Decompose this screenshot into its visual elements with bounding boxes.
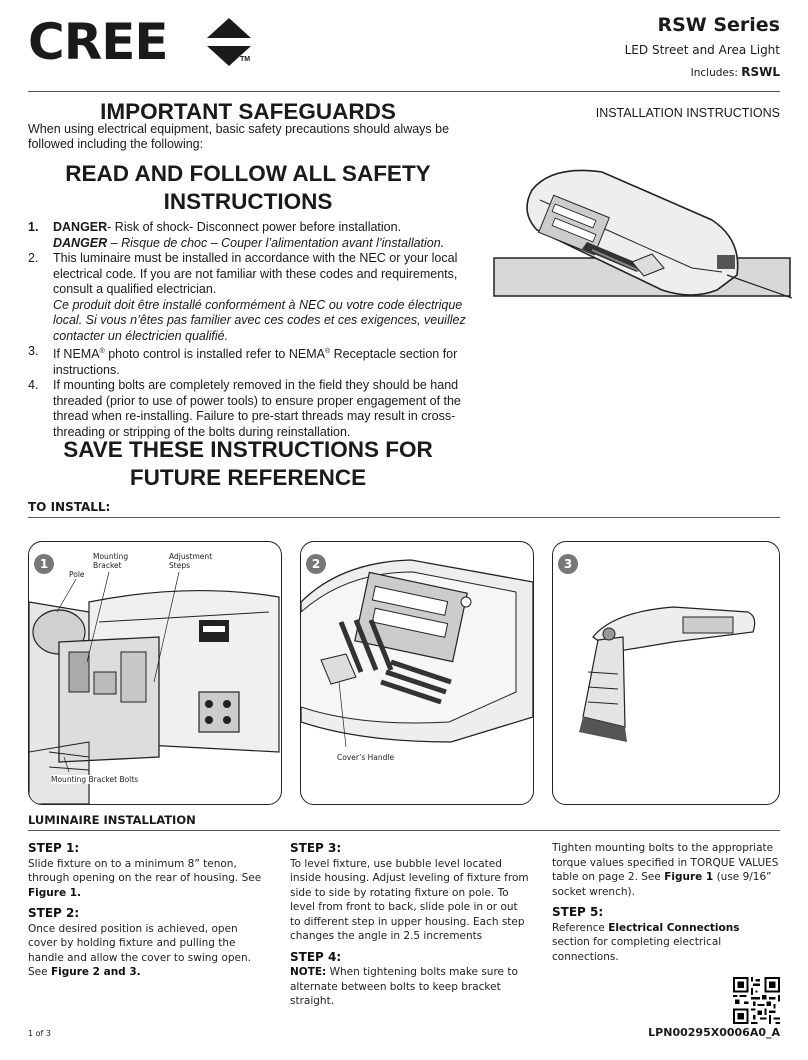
- figure-1: [28, 541, 282, 805]
- page-number: 1 of 3: [28, 1029, 51, 1038]
- label-mounting-bracket: Mounting Bracket: [93, 552, 131, 570]
- step-4-body: When tightening bolts make sure to alternate between bolts to keep bracket straight.: [290, 966, 518, 1007]
- step-4-title: STEP 4:: [290, 949, 342, 964]
- figure-1-drawing: [29, 542, 281, 804]
- steps-column-1: [28, 841, 268, 986]
- registered-mark: ®: [324, 348, 331, 355]
- item-text: photo control is installed refer to NEMA: [104, 347, 325, 362]
- danger-label-fr: DANGER: [53, 235, 108, 250]
- luminaire-installation-heading: LUMINAIRE INSTALLATION: [28, 813, 196, 827]
- item-number: 2.: [28, 251, 39, 265]
- item-number: 1.: [28, 220, 39, 234]
- item-text: If NEMA: [53, 347, 100, 362]
- safeguards-intro: When using electrical equipment, basic safety precautions should always be followed including the following:: [28, 122, 450, 151]
- steps-column-3: [552, 841, 780, 970]
- safety-item-1: [28, 220, 473, 251]
- includes-line: [691, 65, 780, 79]
- step-2-text: [28, 922, 268, 980]
- header-rule: [28, 91, 780, 92]
- includes-model: RSWL: [741, 65, 780, 79]
- step-3-text: To level fixture, use bubble level located inside housing. Adjust leveling of fixture from side to side by rotating fixture on pole. To level from front to back, slide pole in or out to different step in upper housing. Each step changes the angle in 2.5 increments: [290, 857, 529, 942]
- step-2-title: STEP 2:: [28, 906, 80, 920]
- label-adjustment-steps: Adjustment Steps: [169, 552, 219, 570]
- step-3-title: STEP 3:: [290, 841, 342, 855]
- to-install-heading: TO INSTALL:: [28, 500, 111, 514]
- step-2-body: Once desired position is achieved, open cover by holding fixture and pulling the handle and allow the cover to swing open. See: [28, 922, 251, 978]
- figure-3-drawing: [553, 542, 779, 804]
- steps-column-2: [290, 841, 530, 1015]
- step-1-text: [28, 857, 268, 901]
- safety-list: [28, 220, 473, 440]
- important-safeguards-heading: IMPORTANT SAFEGUARDS: [100, 99, 396, 124]
- item-text-fr: Ce produit doit être installé conformément à NEC ou votre code électrique local. Si vous n’êtes pas familier avec ces codes et ces exigences, veuillez contacter un électricien qualifié.: [53, 297, 466, 343]
- installation-instructions-label: INSTALLATION INSTRUCTIONS: [595, 106, 780, 120]
- step-5-text: [552, 921, 780, 965]
- step-5-section-ref: Electrical Connections: [608, 921, 740, 934]
- torque-text: [552, 841, 780, 899]
- item-number: 3.: [28, 344, 39, 358]
- torque-body-end: (use 9/16” socket wrench).: [552, 871, 772, 898]
- save-instructions-heading: SAVE THESE INSTRUCTIONS FOR FUTURE REFERENCE: [63, 437, 433, 490]
- trademark: TM: [240, 56, 251, 63]
- torque-figure-ref: Figure 1: [664, 871, 714, 883]
- figure-number-badge: 2: [306, 554, 326, 574]
- item-text: - Risk of shock- Disconnect power before installation.: [107, 220, 402, 234]
- figure-number-badge: 1: [34, 554, 54, 574]
- safety-item-2: [28, 251, 473, 344]
- series-subtitle: LED Street and Area Light: [624, 43, 780, 57]
- step-2-figure-ref: Figure 2 and 3.: [50, 966, 141, 978]
- label-pole: Pole: [69, 570, 85, 579]
- figure-3: [552, 541, 780, 805]
- luminaire-hero-illustration: [492, 150, 792, 320]
- safety-item-3: [28, 344, 473, 378]
- torque-body: Tighten mounting bolts to the appropriate torque values specified in TORQUE VALUES table on page 2. See: [552, 842, 779, 883]
- registered-mark: ®: [99, 348, 105, 355]
- figure-2-drawing: [301, 542, 533, 804]
- item-text: If mounting bolts are completely removed in the field they should be hand threaded (prior to use of power tools) to ensure proper engagement of the thread when re-installing. Failure to pre-start threads may result in cross-threading or stripping of the bolts during reinstallation.: [53, 378, 461, 439]
- step-1-body: Slide fixture on to a minimum 8” tenon, through opening on the rear of housing. See: [28, 857, 262, 884]
- safety-item-4: [28, 378, 473, 440]
- item-number: 4.: [28, 378, 39, 393]
- qr-code: [733, 977, 780, 1024]
- item-text: Receptacle section for instructions.: [53, 347, 458, 377]
- install-rule: [28, 517, 780, 518]
- label-covers-handle: Cover’s Handle: [337, 753, 395, 762]
- document-code: LPN00295X0006A0_A: [648, 1026, 780, 1039]
- item-text-fr: – Risque de choc – Couper l’alimentation avant l’installation.: [107, 235, 445, 250]
- step-1-title: STEP 1:: [28, 841, 80, 855]
- series-title: RSW Series: [657, 14, 780, 36]
- danger-label: DANGER: [53, 220, 108, 234]
- step-1-figure-ref: Figure 1.: [28, 886, 82, 899]
- step-4-text: [290, 965, 530, 1009]
- item-text: This luminaire must be installed in accordance with the NEC or your local electrical code. If you are not familiar with these codes and requirements, consult a qualified electrician.: [53, 251, 458, 296]
- label-mounting-bracket-bolts: Mounting Bracket Bolts: [51, 775, 139, 784]
- figure-number-badge: 3: [558, 554, 578, 574]
- step-5-title: STEP 5:: [552, 905, 604, 919]
- step-5-body-end: section for completing electrical connections.: [552, 936, 722, 963]
- figure-2: [300, 541, 534, 805]
- step-5-body: Reference: [552, 921, 609, 934]
- read-follow-heading: READ AND FOLLOW ALL SAFETY INSTRUCTIONS: [65, 161, 431, 214]
- step-4-note-label: NOTE:: [290, 966, 327, 978]
- cree-logo-text: CREE: [28, 13, 168, 71]
- includes-label: Includes:: [690, 67, 738, 79]
- luminaire-rule: [28, 830, 780, 831]
